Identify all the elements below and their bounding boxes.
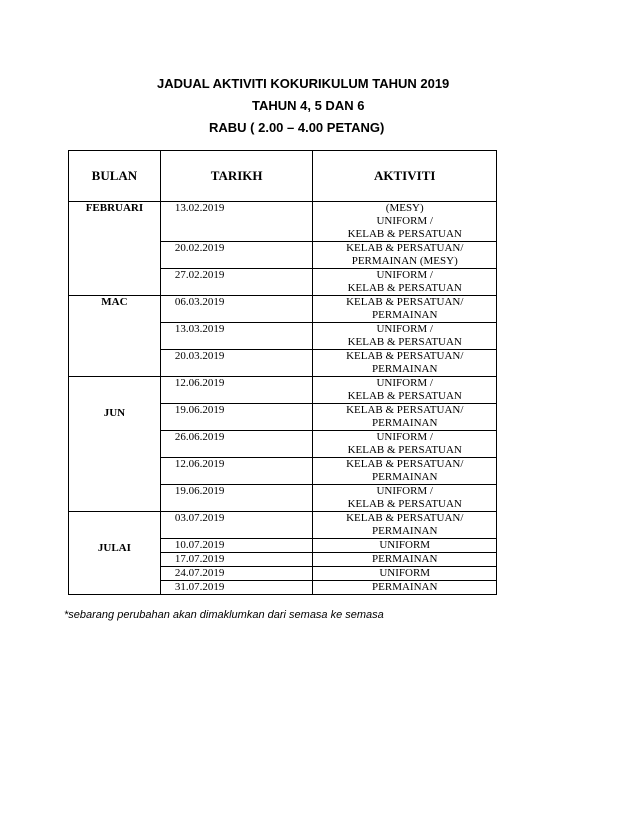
header-tarikh: TARIKH [160,151,313,202]
activity-line: KELAB & PERSATUAN/ [346,350,464,362]
date-cell: 20.03.2019 [160,350,313,377]
activity-cell: PERMAINAN [313,581,497,595]
activity-cell [313,296,497,323]
activity-line: UNIFORM / [376,323,433,335]
activity-line: UNIFORM / [376,215,433,227]
activity-line: UNIFORM / [376,431,433,443]
title-line-1: JADUAL AKTIVITI KOKURIKULUM TAHUN 2019 [157,76,450,91]
activity-line: KELAB & PERSATUAN/ [346,404,464,416]
activity-line: UNIFORM / [376,377,433,389]
date-cell: 19.06.2019 [160,404,313,431]
table-row [69,512,497,539]
date-cell: 20.02.2019 [160,242,313,269]
date-cell: 26.06.2019 [160,431,313,458]
activity-line: KELAB & PERSATUAN [347,444,462,456]
table-header-row [69,151,497,202]
table-row [69,296,497,323]
date-cell: 13.02.2019 [160,202,313,242]
activity-cell [313,377,497,404]
activity-line: KELAB & PERSATUAN [347,498,462,510]
activity-cell: UNIFORM [313,567,497,581]
month-jun: JUN [69,377,161,512]
title-line-2: TAHUN 4, 5 DAN 6 [252,98,365,113]
activity-cell [313,202,497,242]
month-februari: FEBRUARI [69,202,161,296]
date-cell: 31.07.2019 [160,581,313,595]
date-cell: 17.07.2019 [160,553,313,567]
activity-cell [313,512,497,539]
activity-cell [313,458,497,485]
date-cell: 03.07.2019 [160,512,313,539]
activity-cell [313,485,497,512]
activity-line: KELAB & PERSATUAN [347,228,462,240]
month-mac: MAC [69,296,161,377]
activity-cell [313,350,497,377]
month-julai: JULAI [69,512,161,595]
header-aktiviti: AKTIVITI [313,151,497,202]
activity-line: PERMAINAN [372,309,438,321]
date-cell: 10.07.2019 [160,539,313,553]
activity-line: PERMAINAN (MESY) [351,255,458,267]
date-cell: 24.07.2019 [160,567,313,581]
date-cell: 06.03.2019 [160,296,313,323]
activity-line: PERMAINAN [372,363,438,375]
activity-line: KELAB & PERSATUAN/ [346,458,464,470]
activity-line: (MESY) [385,202,424,214]
activity-line: PERMAINAN [372,417,438,429]
activity-line: KELAB & PERSATUAN [347,390,462,402]
date-cell: 12.06.2019 [160,377,313,404]
date-cell: 13.03.2019 [160,323,313,350]
activity-line: KELAB & PERSATUAN/ [346,242,464,254]
activity-cell [313,323,497,350]
activity-line: KELAB & PERSATUAN [347,282,462,294]
activity-cell [313,404,497,431]
date-cell: 12.06.2019 [160,458,313,485]
activity-line: KELAB & PERSATUAN/ [346,512,464,524]
activity-line: PERMAINAN [372,471,438,483]
activity-cell [313,242,497,269]
activity-cell: UNIFORM [313,539,497,553]
activity-cell [313,269,497,296]
activity-line: KELAB & PERSATUAN [347,336,462,348]
activity-line: UNIFORM / [376,269,433,281]
activity-cell [313,431,497,458]
activity-cell: PERMAINAN [313,553,497,567]
date-cell: 19.06.2019 [160,485,313,512]
activity-line: UNIFORM / [376,485,433,497]
table-row [69,202,497,242]
title-line-3: RABU ( 2.00 – 4.00 PETANG) [209,120,385,135]
activity-schedule-table [68,150,497,595]
footnote: *sebarang perubahan akan dimaklumkan dari semasa ke semasa [64,609,384,621]
header-bulan: BULAN [69,151,161,202]
activity-line: PERMAINAN [372,525,438,537]
table-row [69,377,497,404]
date-cell: 27.02.2019 [160,269,313,296]
activity-line: KELAB & PERSATUAN/ [346,296,464,308]
